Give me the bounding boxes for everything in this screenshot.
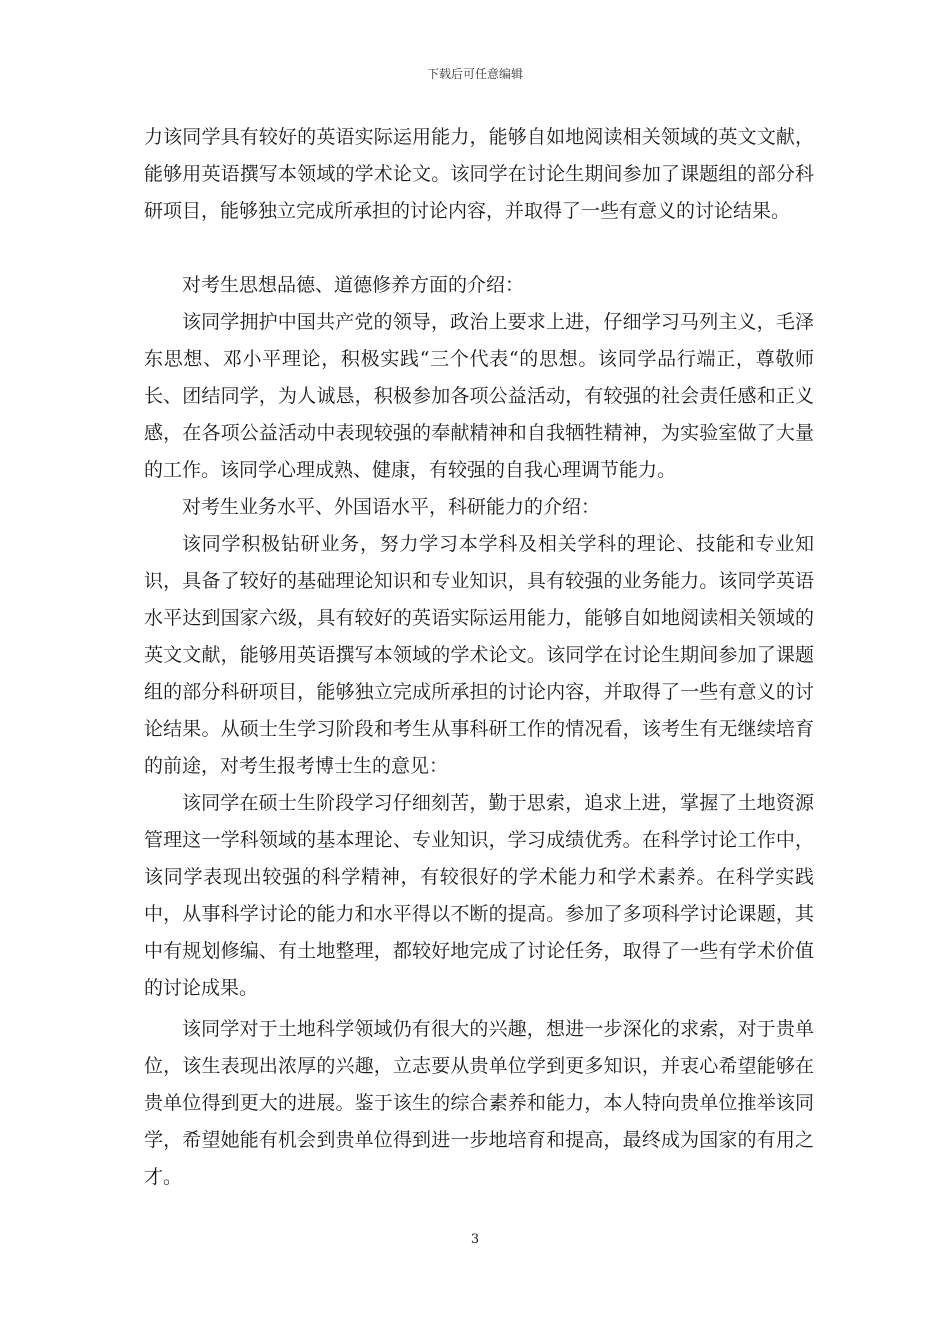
page-header: 下载后可任意编辑 [426,67,523,81]
section-heading-moral: 对考生思想品德、道德修养方面的介绍： [182,274,525,296]
paragraph-academic: 该同学积极钻研业务，努力学习本学科及相关学科的理论、技能和专业知识，具备了较好的基础理论知识和专业知识，具有较强的业务能力。该同学英语水平达到国家六级，具有较好的英语实际运用能力，能够自如地阅读相关领域的英文文献，能够用英语撰写本领域的学术论文。该同学在讨论生期间参加了课题组的部分科研项目，能够独立完成所承担的讨论内容，并取得了一些有意义的讨论结果。从硕士生学习阶段和考生从事科研工作的情况看，该考生有无继续培育的前途，对考生报考博士生的意见： [144,533,814,777]
paragraph-assessment: 该同学在硕士生阶段学习仔细刻苦，勤于思索，追求上进，掌握了土地资源管理这一学科领域的基本理论、专业知识，学习成绩优秀。在科学讨论工作中，该同学表现出较强的科学精神，有较很好的学术能力和学术素养。在科学实践中，从事科学讨论的能力和水平得以不断的提高。参加了多项科学讨论课题，其中有规划修编、有土地整理，都较好地完成了讨论任务，取得了一些有学术价值的讨论成果。 [144,792,814,999]
paragraph-moral: 该同学拥护中国共产党的领导，政治上要求上进，仔细学习马列主义，毛泽东思想、邓小平理论，积极实践“三个代表“的思想。该同学品行端正，尊敬师长、团结同学，为人诚恳，积极参加各项公益活动，有较强的社会责任感和正义感，在各项公益活动中表现较强的奉献精神和自我牺牲精神，为实验室做了大量的工作。该同学心理成熟、健康，有较强的自我心理调节能力。 [144,311,814,481]
page-number: 3 [470,1232,480,1247]
paragraph-continuation: 力该同学具有较好的英语实际运用能力，能够自如地阅读相关领域的英文文献，能够用英语撰写本领域的学术论文。该同学在讨论生期间参加了课题组的部分科研项目，能够独立完成所承担的讨论内容，并取得了一些有意义的讨论结果。 [144,126,814,222]
paragraph-recommendation: 该同学对于土地科学领域仍有很大的兴趣，想进一步深化的求索，对于贵单位，该生表现出浓厚的兴趣，立志要从贵单位学到更多知识，并衷心希望能够在贵单位得到更大的进展。鉴于该生的综合素养和能力，本人特向贵单位推举该同学，希望她能有机会到贵单位得到进一步地培育和提高，最终成为国家的有用之才。 [144,1018,814,1188]
document-body [144,119,814,1196]
section-heading-academic: 对考生业务水平、外国语水平，科研能力的介绍： [182,496,601,518]
